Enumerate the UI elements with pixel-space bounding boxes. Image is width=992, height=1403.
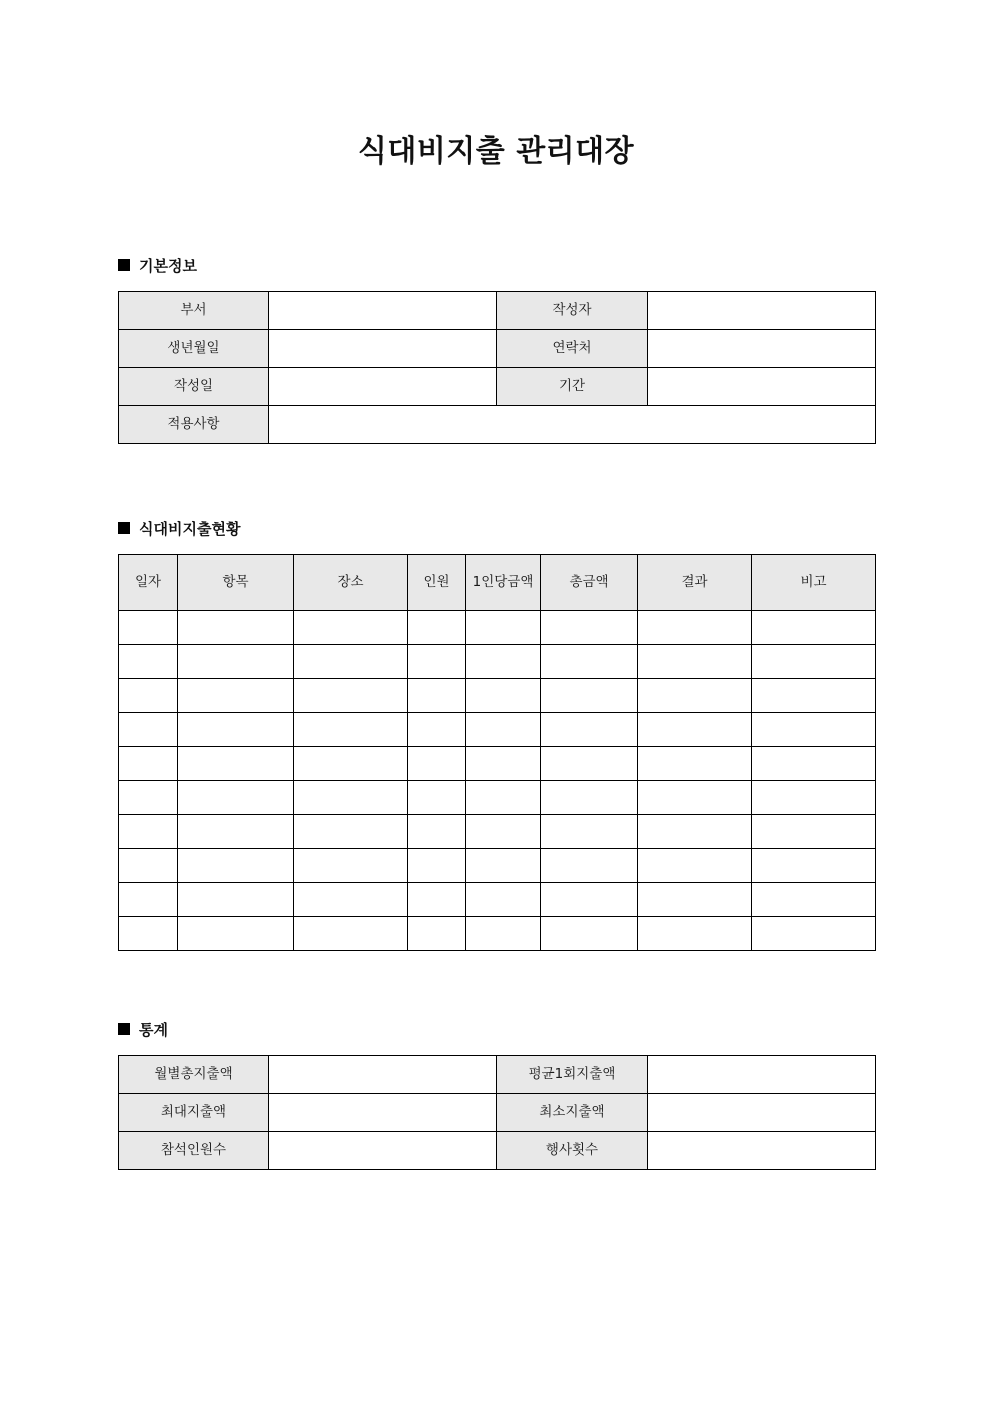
table-cell[interactable] (294, 644, 408, 678)
table-cell[interactable] (752, 746, 876, 780)
table-cell[interactable] (752, 780, 876, 814)
table-cell[interactable] (541, 848, 638, 882)
table-cell[interactable] (466, 814, 541, 848)
table-row (119, 1093, 876, 1131)
table-cell[interactable] (294, 814, 408, 848)
stat-label-max-expense: 최대지출액 (119, 1093, 269, 1131)
table-row (119, 814, 876, 848)
field-value-period[interactable] (648, 367, 876, 405)
table-cell[interactable] (408, 644, 466, 678)
table-cell[interactable] (294, 712, 408, 746)
table-cell[interactable] (119, 712, 178, 746)
field-label-department: 부서 (119, 291, 269, 329)
column-header-headcount: 인원 (408, 554, 466, 610)
table-cell[interactable] (119, 882, 178, 916)
stat-label-min-expense: 최소지출액 (497, 1093, 648, 1131)
table-cell[interactable] (178, 814, 294, 848)
table-cell[interactable] (638, 678, 752, 712)
table-cell[interactable] (638, 848, 752, 882)
table-cell[interactable] (294, 916, 408, 950)
table-cell[interactable] (466, 916, 541, 950)
table-cell[interactable] (466, 610, 541, 644)
table-cell[interactable] (408, 712, 466, 746)
stat-value-monthly-total[interactable] (269, 1055, 497, 1093)
table-cell[interactable] (408, 678, 466, 712)
table-cell[interactable] (178, 780, 294, 814)
table-cell[interactable] (408, 746, 466, 780)
table-cell[interactable] (752, 848, 876, 882)
statistics-table-wrap (0, 1055, 992, 1170)
stat-label-average-per-event: 평균1회지출액 (497, 1055, 648, 1093)
table-row (119, 780, 876, 814)
stat-label-attendee-count: 참석인원수 (119, 1131, 269, 1169)
column-header-note: 비고 (752, 554, 876, 610)
table-row (119, 610, 876, 644)
table-cell[interactable] (541, 882, 638, 916)
table-cell[interactable] (119, 644, 178, 678)
table-cell[interactable] (294, 780, 408, 814)
table-cell[interactable] (408, 848, 466, 882)
field-value-write-date[interactable] (269, 367, 497, 405)
table-row (119, 644, 876, 678)
field-value-birthdate[interactable] (269, 329, 497, 367)
expense-table-wrap (0, 554, 992, 951)
expense-table-body (119, 610, 876, 950)
table-cell[interactable] (119, 814, 178, 848)
table-cell[interactable] (752, 644, 876, 678)
table-cell[interactable] (638, 814, 752, 848)
table-cell[interactable] (466, 882, 541, 916)
column-header-date: 일자 (119, 554, 178, 610)
table-cell[interactable] (178, 916, 294, 950)
column-header-result: 결과 (638, 554, 752, 610)
table-cell[interactable] (541, 746, 638, 780)
table-cell[interactable] (638, 610, 752, 644)
black-square-icon (118, 259, 130, 271)
table-cell[interactable] (466, 746, 541, 780)
table-row (119, 916, 876, 950)
table-cell[interactable] (752, 882, 876, 916)
table-row (119, 1131, 876, 1169)
table-cell[interactable] (466, 848, 541, 882)
table-cell[interactable] (466, 678, 541, 712)
stat-value-average-per-event[interactable] (648, 1055, 876, 1093)
section-heading-label: 기본정보 (139, 256, 197, 275)
black-square-icon (118, 1023, 130, 1035)
table-cell[interactable] (752, 712, 876, 746)
field-label-birthdate: 생년월일 (119, 329, 269, 367)
table-cell[interactable] (466, 780, 541, 814)
table-row (119, 291, 876, 329)
spacer-basic-info-to-expense (0, 444, 992, 518)
table-cell[interactable] (178, 712, 294, 746)
table-cell[interactable] (178, 848, 294, 882)
basic-info-table (118, 291, 876, 444)
section-heading-label: 통계 (139, 1020, 168, 1039)
spacer-title-to-basic-info (0, 171, 992, 255)
field-value-author[interactable] (648, 291, 876, 329)
stat-label-event-count: 행사횟수 (497, 1131, 648, 1169)
table-cell[interactable] (541, 780, 638, 814)
table-cell[interactable] (119, 678, 178, 712)
table-row (119, 329, 876, 367)
page-title: 식대비지출 관리대장 (357, 134, 635, 169)
table-cell[interactable] (119, 916, 178, 950)
table-cell[interactable] (408, 882, 466, 916)
table-cell[interactable] (752, 916, 876, 950)
table-cell[interactable] (408, 916, 466, 950)
spacer-heading-to-table (0, 539, 992, 554)
table-cell[interactable] (752, 678, 876, 712)
table-cell[interactable] (541, 610, 638, 644)
table-cell[interactable] (638, 882, 752, 916)
table-cell[interactable] (408, 610, 466, 644)
table-cell[interactable] (638, 746, 752, 780)
field-value-contact[interactable] (648, 329, 876, 367)
table-cell[interactable] (408, 814, 466, 848)
section-heading-basic-info (0, 255, 992, 276)
table-cell[interactable] (541, 678, 638, 712)
table-cell[interactable] (294, 746, 408, 780)
field-value-department[interactable] (269, 291, 497, 329)
table-cell[interactable] (752, 610, 876, 644)
table-cell[interactable] (638, 644, 752, 678)
table-cell[interactable] (119, 746, 178, 780)
black-square-icon (118, 522, 130, 534)
spacer-heading-to-table (0, 1040, 992, 1055)
table-cell[interactable] (752, 814, 876, 848)
table-cell[interactable] (541, 712, 638, 746)
stat-value-max-expense[interactable] (269, 1093, 497, 1131)
table-row (119, 848, 876, 882)
table-cell[interactable] (541, 814, 638, 848)
table-cell[interactable] (178, 882, 294, 916)
table-cell[interactable] (178, 678, 294, 712)
table-cell[interactable] (638, 780, 752, 814)
table-cell[interactable] (294, 678, 408, 712)
section-heading-label: 식대비지출현황 (139, 519, 241, 538)
table-cell[interactable] (119, 610, 178, 644)
field-value-applicable-matters[interactable] (269, 405, 876, 443)
table-cell[interactable] (119, 780, 178, 814)
spacer-heading-to-table (0, 276, 992, 291)
table-row (119, 746, 876, 780)
table-cell[interactable] (178, 610, 294, 644)
table-row (119, 405, 876, 443)
field-label-write-date: 작성일 (119, 367, 269, 405)
table-cell[interactable] (294, 610, 408, 644)
table-row (119, 712, 876, 746)
table-cell[interactable] (178, 746, 294, 780)
table-cell[interactable] (541, 916, 638, 950)
column-header-amount-per-person: 1인당금액 (466, 554, 541, 610)
field-label-applicable-matters: 적용사항 (119, 405, 269, 443)
table-cell[interactable] (466, 644, 541, 678)
table-row (119, 1055, 876, 1093)
table-cell[interactable] (408, 780, 466, 814)
table-cell[interactable] (294, 848, 408, 882)
table-row (119, 367, 876, 405)
table-cell[interactable] (294, 882, 408, 916)
table-header-row (119, 554, 876, 610)
table-cell[interactable] (466, 712, 541, 746)
field-label-contact: 연락처 (497, 329, 648, 367)
section-heading-statistics (0, 1019, 992, 1040)
column-header-item: 항목 (178, 554, 294, 610)
table-cell[interactable] (638, 916, 752, 950)
table-cell[interactable] (119, 848, 178, 882)
table-cell[interactable] (541, 644, 638, 678)
stat-value-min-expense[interactable] (648, 1093, 876, 1131)
expense-status-table (118, 554, 876, 951)
stat-value-event-count[interactable] (648, 1131, 876, 1169)
column-header-total-amount: 총금액 (541, 554, 638, 610)
section-heading-expense-status (0, 518, 992, 539)
column-header-place: 장소 (294, 554, 408, 610)
statistics-table (118, 1055, 876, 1170)
field-label-period: 기간 (497, 367, 648, 405)
basic-info-table-wrap (0, 291, 992, 444)
table-row (119, 882, 876, 916)
table-cell[interactable] (178, 644, 294, 678)
stat-value-attendee-count[interactable] (269, 1131, 497, 1169)
table-cell[interactable] (638, 712, 752, 746)
field-label-author: 작성자 (497, 291, 648, 329)
stat-label-monthly-total: 월별총지출액 (119, 1055, 269, 1093)
table-row (119, 678, 876, 712)
spacer-expense-to-statistics (0, 951, 992, 1019)
